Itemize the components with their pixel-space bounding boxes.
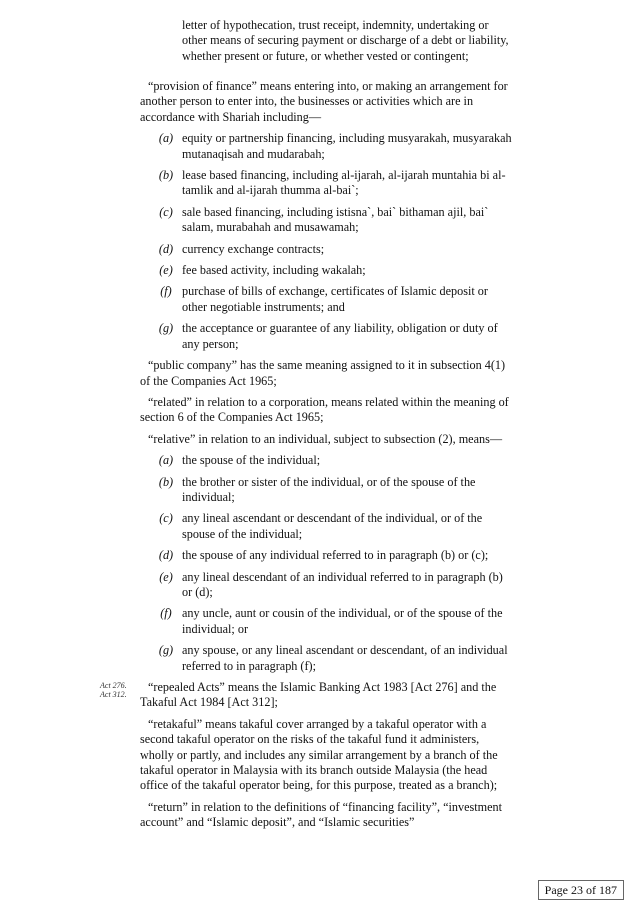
item-text: fee based activity, including wakalah;: [182, 263, 366, 278]
definition-items: [140, 453, 512, 674]
definitions-list: [140, 79, 512, 837]
definition-return: [140, 800, 512, 831]
item-label: (g): [158, 321, 174, 336]
item-text: the acceptance or guarantee of any liability, obligation or duty of any person;: [182, 321, 498, 351]
item-text: any lineal descendant of an individual referred to in paragraph (b) or (d);: [182, 569, 503, 599]
item-label: (d): [158, 241, 174, 256]
item-text: equity or partnership financing, including musyarakah, musyarakah mutanaqisah and mudarabah;: [182, 131, 512, 161]
definition-items: [140, 131, 512, 352]
item-text: any spouse, or any lineal ascendant or descendant, of an individual referred to in paragraph (f);: [182, 643, 508, 673]
item-label: (a): [158, 453, 174, 468]
list-item: [140, 475, 512, 506]
page-number: Page 23 of 187: [538, 880, 624, 900]
item-label: (f): [160, 606, 172, 621]
definition-text: “retakaful” means takaful cover arranged by a takaful operator with a second takaful operator on the risks of the takaful fund it administers, wholly or partly, and includes any similar arrangement by a branch of the takaful operator in Malaysia with its branch outside Malaysia (the head office of the takaful operator being, for this purpose, treated as a branch);: [140, 716, 498, 793]
list-item: [140, 511, 512, 542]
definition-provision-of-finance: [140, 79, 512, 352]
item-label: (e): [159, 263, 173, 278]
list-item: [140, 453, 512, 468]
definition-public-company: [140, 358, 512, 389]
continuation-paragraph: letter of hypothecation, trust receipt, indemnity, undertaking or other means of securing payment or discharge of a debt or liability, whether present or future, or whether vested or contingent;: [182, 18, 509, 63]
list-item: [140, 606, 512, 637]
item-label: (f): [160, 284, 172, 299]
list-item: [140, 263, 512, 278]
margin-note: Act 276. Act 312.: [100, 681, 127, 699]
item-text: the spouse of any individual referred to in paragraph (b) or (c);: [182, 548, 489, 563]
item-text: lease based financing, including al-ijarah, al-ijarah muntahia bi al-tamlik and al-ijarah thumma al-bai`;: [182, 168, 506, 198]
list-item: [140, 242, 512, 257]
list-item: [140, 321, 512, 352]
item-label: (c): [159, 511, 173, 526]
item-label: (c): [159, 204, 173, 219]
definition-related: [140, 395, 512, 426]
definition-text: “public company” has the same meaning assigned to it in subsection 4(1) of the Companies Act 1965;: [140, 358, 506, 388]
item-text: any lineal ascendant or descendant of the individual, or of the spouse of the individual;: [182, 511, 483, 541]
list-item: [140, 131, 512, 162]
definition-retakaful: [140, 717, 512, 794]
definition-text: “provision of finance” means entering into, or making an arrangement for another person to enter into, the businesses or activities which are in accordance with Shariah including—: [140, 79, 508, 124]
item-text: purchase of bills of exchange, certificates of Islamic deposit or other negotiable instruments; and: [182, 284, 488, 314]
item-text: currency exchange contracts;: [182, 241, 325, 256]
item-text: the brother or sister of the individual, or of the spouse of the individual;: [182, 474, 476, 504]
item-label: (b): [158, 474, 174, 489]
list-item: [140, 168, 512, 199]
definition-relative: [140, 432, 512, 674]
list-item: [140, 570, 512, 601]
item-text: any uncle, aunt or cousin of the individual, or of the spouse of the individual; or: [182, 606, 503, 636]
definition-text: “return” in relation to the definitions of “financing facility”, “investment account” and “Islamic deposit”, and “Islamic securities”: [140, 799, 502, 830]
list-item: [140, 643, 512, 674]
item-label: (b): [158, 168, 174, 183]
definition-repealed-acts: [140, 680, 512, 711]
list-item: [140, 205, 512, 236]
definition-text: “repealed Acts” means the Islamic Banking Act 1983 [Act 276] and the Takaful Act 1984 [Act 312];: [140, 680, 497, 710]
item-label: (e): [159, 569, 173, 584]
item-label: (g): [158, 643, 174, 658]
list-item: [140, 548, 512, 563]
item-text: sale based financing, including istisna`, bai` bithaman ajil, bai` salam, murabahah and musawamah;: [182, 204, 489, 235]
item-text: the spouse of the individual;: [182, 453, 321, 468]
definition-text: “related” in relation to a corporation, means related within the meaning of section 6 of the Companies Act 1965;: [140, 394, 509, 425]
definition-text: “relative” in relation to an individual, subject to subsection (2), means—: [148, 431, 503, 446]
item-label: (a): [158, 131, 174, 146]
item-label: (d): [158, 548, 174, 563]
list-item: [140, 284, 512, 315]
